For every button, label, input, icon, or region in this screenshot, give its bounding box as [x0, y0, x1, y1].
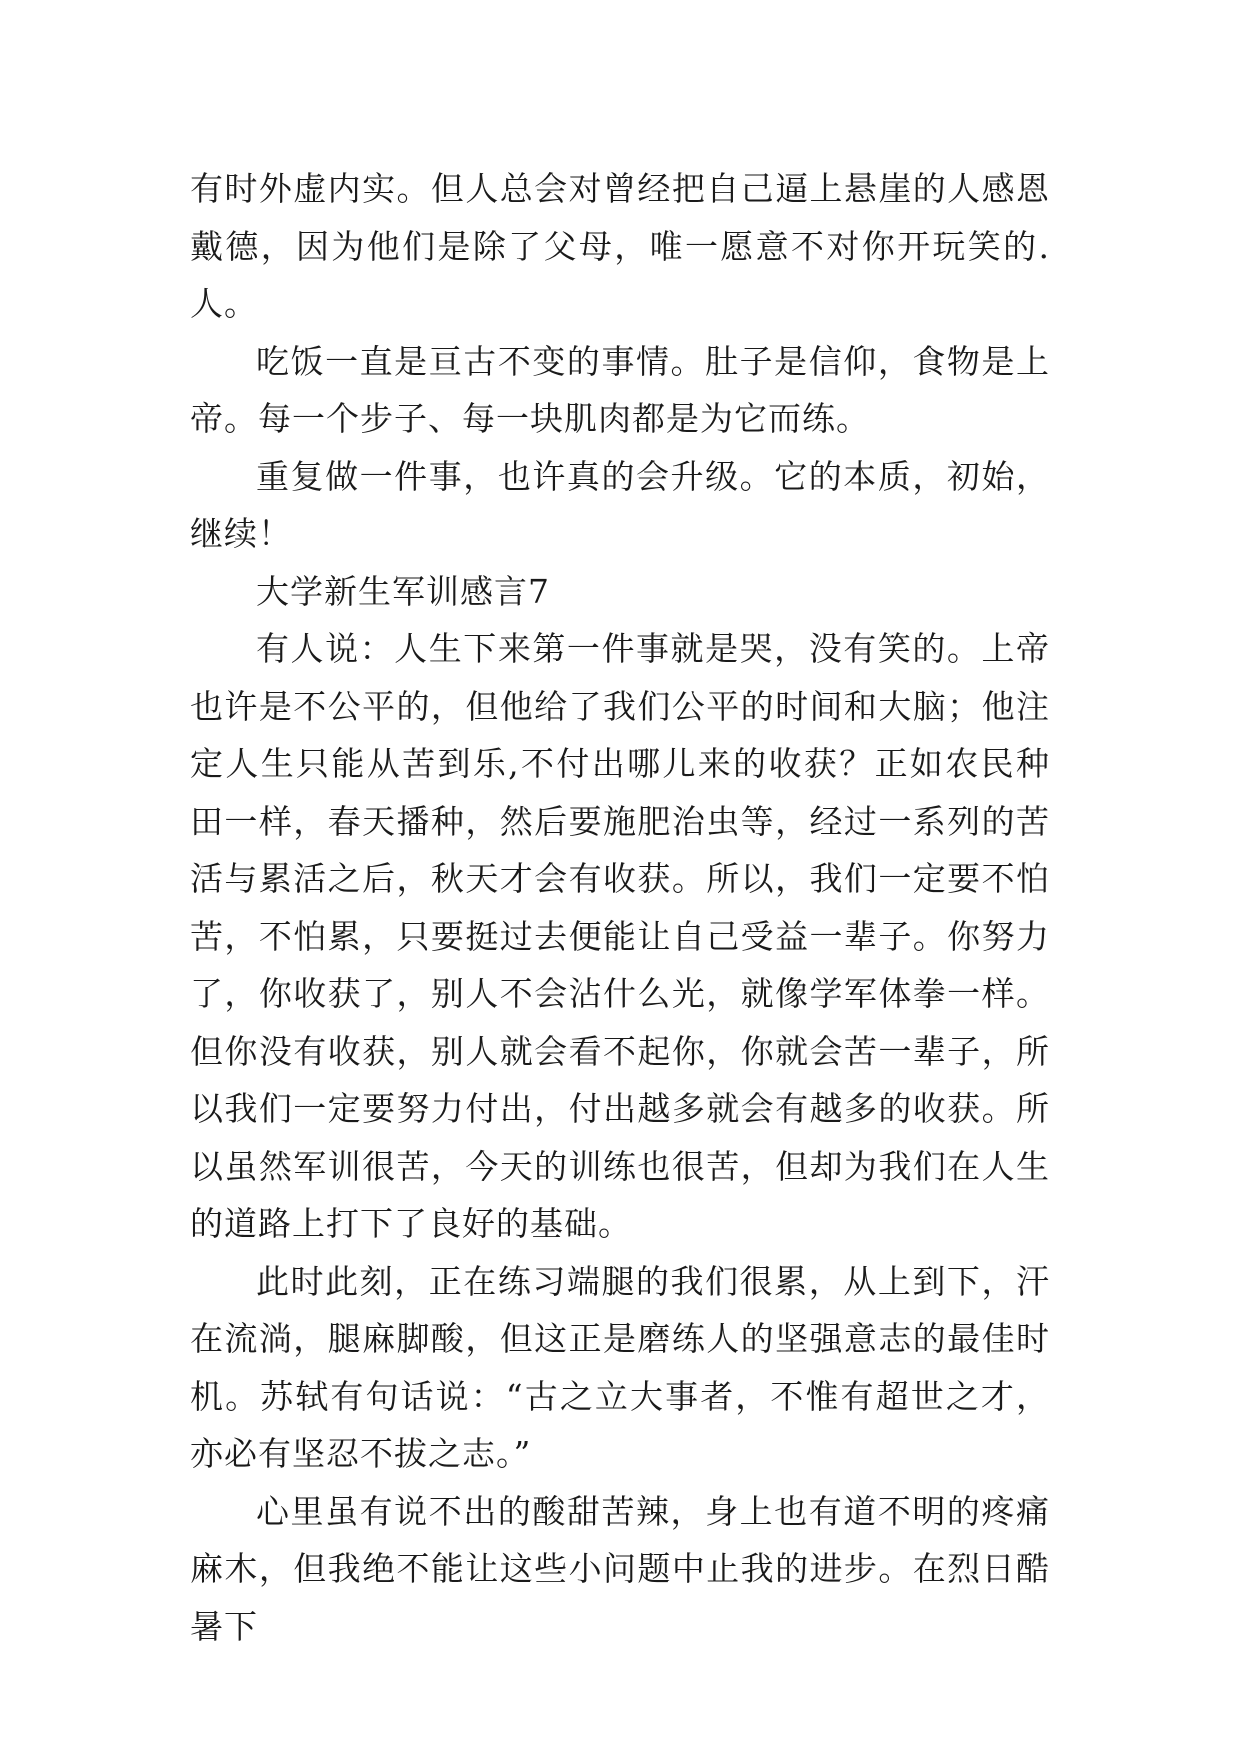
paragraph-hardship: 有人说：人生下来第一件事就是哭，没有笑的。上帝也许是不公平的，但他给了我们公平的时间和大脑；他注定人生只能从苦到乐,不付出哪儿来的收获？正如农民种田一样，春天播种，然后要施肥治虫等，经过一系列的苦活与累活之后，秋天才会有收获。所以，我们一定要不怕苦，不怕累，只要挺过去便能让自己受益一辈子。你努力了，你收获了，别人不会沾什么光，就像学军体拳一样。但你没有收获，别人就会看不起你，你就会苦一辈子，所以我们一定要努力付出，付出越多就会有越多的收获。所以虽然军训很苦，今天的训练也很苦，但却为我们在人生的道路上打下了良好的基础。	[190, 629, 1050, 1243]
paragraph-eating: 吃饭一直是亘古不变的事情。肚子是信仰，食物是上帝。每一个步子、每一块肌肉都是为它而练。	[190, 341, 1050, 438]
paragraph-perseverance: 心里虽有说不出的酸甜苦辣，身上也有道不明的疼痛麻木，但我绝不能让这些小问题中止我的进步。在烈日酷暑下	[190, 1491, 1050, 1646]
paragraph-training: 此时此刻，正在练习端腿的我们很累，从上到下，汗在流淌，腿麻脚酸，但这正是磨练人的坚强意志的最佳时机。苏轼有句话说：“古之立大事者，不惟有超世之才，亦必有坚忍不拔之志。”	[190, 1261, 1050, 1473]
paragraph-continuation: 有时外虚内实。但人总会对曾经把自己逼上悬崖的人感恩戴德，因为他们是除了父母，唯一愿意不对你开玩笑的.人。	[190, 169, 1050, 323]
section-heading: 大学新生军训感言7	[256, 571, 550, 611]
document-body	[190, 160, 1050, 1655]
paragraph-repeat: 重复做一件事，也许真的会升级。它的本质，初始，继续！	[190, 456, 1050, 553]
